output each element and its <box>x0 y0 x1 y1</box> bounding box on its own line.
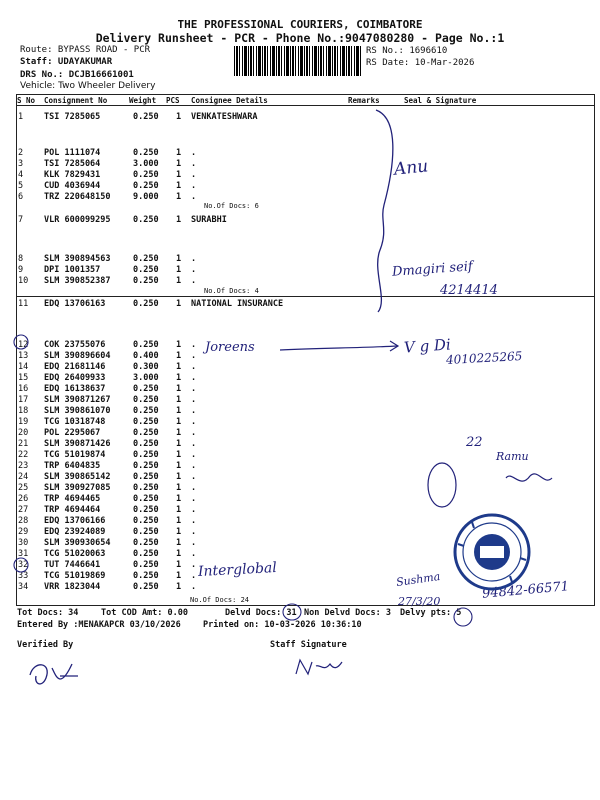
arrow-line <box>280 346 398 350</box>
cell-pcs: 1 <box>176 299 182 309</box>
staff: Staff: UDAYAKUMAR <box>20 57 113 67</box>
cell-pcs: 1 <box>176 340 182 350</box>
col-pcs: PCS <box>166 96 180 105</box>
cell-consignee: . <box>191 472 197 482</box>
verified-by-label: Verified By <box>17 640 74 650</box>
cell-sno: 11 <box>18 299 29 309</box>
cell-consignment: SLM 390871426 <box>44 439 111 449</box>
cell-consignee: . <box>191 439 197 449</box>
cell-sno: 15 <box>18 373 29 383</box>
cell-weight: 0.250 <box>133 181 159 191</box>
cell-consignee: . <box>191 417 197 427</box>
company-name: THE PROFESSIONAL COURIERS, COIMBATORE <box>177 18 423 31</box>
drs-number: DRS No.: DCJB16661001 <box>20 70 134 80</box>
cell-sno: 18 <box>18 406 29 416</box>
cell-weight: 9.000 <box>133 192 159 202</box>
cell-pcs: 1 <box>176 373 182 383</box>
cell-sno: 27 <box>18 505 29 515</box>
cell-consignee: . <box>191 582 197 592</box>
handwriting-number-1: 4214414 <box>440 283 498 298</box>
group-total-1: No.Of Docs: 6 <box>204 202 259 210</box>
cell-pcs: 1 <box>176 112 182 122</box>
non-delivered-docs: Non Delvd Docs: 3 <box>304 608 391 618</box>
cell-pcs: 1 <box>176 215 182 225</box>
cell-weight: 0.250 <box>133 254 159 264</box>
cell-consignee: . <box>191 148 197 158</box>
cell-consignment: SLM 390894563 <box>44 254 111 264</box>
cell-sno: 8 <box>18 254 24 264</box>
cell-consignment: EDQ 26409933 <box>44 373 106 383</box>
cell-weight: 0.250 <box>133 170 159 180</box>
cell-weight: 0.250 <box>133 505 159 515</box>
cell-consignee: . <box>191 362 197 372</box>
cell-consignee: . <box>191 192 197 202</box>
cell-consignment: TRP 4694464 <box>44 505 101 515</box>
cell-sno: 20 <box>18 428 29 438</box>
cell-weight: 0.250 <box>133 395 159 405</box>
cell-pcs: 1 <box>176 560 182 570</box>
cell-sno: 21 <box>18 439 29 449</box>
cell-pcs: 1 <box>176 265 182 275</box>
cell-pcs: 1 <box>176 254 182 264</box>
cell-consignment: TUT 7446641 <box>44 560 101 570</box>
group-total-3: No.Of Docs: 24 <box>190 596 250 604</box>
circle-row-32 <box>14 558 28 572</box>
cell-sno: 14 <box>18 362 29 372</box>
cell-consignee: . <box>191 571 197 581</box>
cell-consignment: TCG 51019869 <box>44 571 106 581</box>
cell-weight: 0.250 <box>133 299 159 309</box>
cell-weight: 0.250 <box>133 571 159 581</box>
cell-sno: 24 <box>18 472 29 482</box>
cell-sno: 33 <box>18 571 29 581</box>
entered-by: Entered By :MENAKAPCR 03/10/2026 <box>17 620 181 630</box>
cell-consignment: SLM 390896604 <box>44 351 111 361</box>
cell-sno: 6 <box>18 192 24 202</box>
cell-pcs: 1 <box>176 428 182 438</box>
cell-sno: 10 <box>18 276 29 286</box>
cell-sno: 32 <box>18 560 29 570</box>
circle-delvy <box>454 608 472 626</box>
cell-consignment: SLM 390930654 <box>44 538 111 548</box>
cell-pcs: 1 <box>176 417 182 427</box>
cell-consignment: EDQ 16138637 <box>44 384 106 394</box>
cell-pcs: 1 <box>176 406 182 416</box>
staff-signature <box>296 660 342 674</box>
cell-weight: 0.400 <box>133 351 159 361</box>
cell-pcs: 1 <box>176 148 182 158</box>
cell-pcs: 1 <box>176 549 182 559</box>
handwriting-dmagiri: Dmagiri seif <box>391 259 474 280</box>
cell-consignee: . <box>191 549 197 559</box>
handwriting-sushma: Sushma <box>395 569 442 590</box>
cell-pcs: 1 <box>176 395 182 405</box>
cell-pcs: 1 <box>176 384 182 394</box>
cell-sno: 12 <box>18 340 29 350</box>
total-docs: Tot Docs: 34 <box>17 608 79 618</box>
cell-consignee: . <box>191 254 197 264</box>
cell-weight: 3.000 <box>133 373 159 383</box>
cell-pcs: 1 <box>176 192 182 202</box>
cell-weight: 0.250 <box>133 560 159 570</box>
cell-consignee: . <box>191 527 197 537</box>
rs-date: RS Date: 10-Mar-2026 <box>366 58 475 68</box>
cell-consignment: TCG 51020063 <box>44 549 106 559</box>
cell-pcs: 1 <box>176 439 182 449</box>
cell-consignment: EDQ 21681146 <box>44 362 106 372</box>
cell-weight: 0.250 <box>133 439 159 449</box>
cell-pcs: 1 <box>176 159 182 169</box>
cell-consignee: . <box>191 159 197 169</box>
verified-signature <box>30 664 78 684</box>
cell-consignee: . <box>191 516 197 526</box>
delivery-points: Delvy pts: 5 <box>400 608 462 618</box>
cell-weight: 0.250 <box>133 494 159 504</box>
cell-sno: 4 <box>18 170 24 180</box>
cell-sno: 23 <box>18 461 29 471</box>
handwriting-number-2: 4010225265 <box>445 349 523 367</box>
vehicle: Vehicle: Two Wheeler Delivery <box>20 81 156 91</box>
cell-consignee: . <box>191 505 197 515</box>
cell-consignment: POL 1111074 <box>44 148 101 158</box>
col-seal-signature: Seal & Signature <box>404 96 477 105</box>
cell-consignment: VLR 600099295 <box>44 215 111 225</box>
cell-weight: 0.250 <box>133 516 159 526</box>
cell-weight: 0.250 <box>133 461 159 471</box>
cell-sno: 5 <box>18 181 24 191</box>
cell-weight: 0.250 <box>133 483 159 493</box>
cell-consignee: . <box>191 276 197 286</box>
cell-pcs: 1 <box>176 505 182 515</box>
col-consignment: Consignment No <box>44 96 108 105</box>
route: Route: BYPASS ROAD - PCR <box>20 45 151 55</box>
runsheet-title: Delivery Runsheet - PCR - Phone No.:9047080280 - Page No.:1 <box>95 31 505 45</box>
handwriting-joreens: Joreens <box>205 340 255 355</box>
cell-pcs: 1 <box>176 181 182 191</box>
cell-consignee: . <box>191 351 197 361</box>
cell-weight: 0.250 <box>133 417 159 427</box>
cell-sno: 1 <box>18 112 24 122</box>
cell-sno: 9 <box>18 265 24 275</box>
brace-mark <box>376 110 393 312</box>
cell-consignee: . <box>191 406 197 416</box>
cell-weight: 0.250 <box>133 450 159 460</box>
cell-sno: 25 <box>18 483 29 493</box>
group-total-2: No.Of Docs: 4 <box>204 287 259 295</box>
cell-weight: 0.250 <box>133 582 159 592</box>
cell-sno: 26 <box>18 494 29 504</box>
cell-consignee: . <box>191 340 197 350</box>
cell-consignee: . <box>191 461 197 471</box>
cell-weight: 0.250 <box>133 112 159 122</box>
cell-consignment: EDQ 13706166 <box>44 516 106 526</box>
cell-weight: 0.250 <box>133 148 159 158</box>
scribble-signature <box>506 474 552 481</box>
cell-pcs: 1 <box>176 351 182 361</box>
cell-consignee: . <box>191 483 197 493</box>
cell-sno: 13 <box>18 351 29 361</box>
cell-consignment: TRP 6404835 <box>44 461 101 471</box>
cell-weight: 0.250 <box>133 340 159 350</box>
cell-sno: 19 <box>18 417 29 427</box>
col-consignee: Consignee Details <box>191 96 268 105</box>
cell-consignee: . <box>191 494 197 504</box>
handwriting-ramu: Ramu <box>496 450 529 463</box>
cell-consignee: . <box>191 170 197 180</box>
cell-pcs: 1 <box>176 362 182 372</box>
handwriting-date: 27/3/20 <box>398 595 441 608</box>
cell-consignment: EDQ 23924089 <box>44 527 106 537</box>
cell-pcs: 1 <box>176 472 182 482</box>
cell-consignee: SURABHI <box>191 215 227 225</box>
circle-delvd <box>283 604 301 620</box>
cell-consignment: TRP 4694465 <box>44 494 101 504</box>
cell-pcs: 1 <box>176 170 182 180</box>
rs-number: RS No.: 1696610 <box>366 46 448 56</box>
cell-consignment: SLM 390852387 <box>44 276 111 286</box>
handwriting-22: 22 <box>466 435 483 450</box>
cell-sno: 16 <box>18 384 29 394</box>
cell-weight: 3.000 <box>133 159 159 169</box>
col-weight: Weight <box>129 96 157 105</box>
cell-pcs: 1 <box>176 450 182 460</box>
cell-sno: 22 <box>18 450 29 460</box>
cell-pcs: 1 <box>176 582 182 592</box>
cell-pcs: 1 <box>176 461 182 471</box>
cell-consignee: NATIONAL INSURANCE <box>191 299 284 309</box>
cell-pcs: 1 <box>176 494 182 504</box>
cell-pcs: 1 <box>176 527 182 537</box>
cell-consignee: . <box>191 450 197 460</box>
cell-consignee: . <box>191 373 197 383</box>
cell-consignment: SLM 390871267 <box>44 395 111 405</box>
cell-consignment: SLM 390927085 <box>44 483 111 493</box>
cell-weight: 0.250 <box>133 428 159 438</box>
cell-consignment: SLM 390861070 <box>44 406 111 416</box>
cell-consignment: DPI 1001357 <box>44 265 101 275</box>
cell-sno: 31 <box>18 549 29 559</box>
cell-consignee: . <box>191 395 197 405</box>
cell-consignment: POL 2295067 <box>44 428 101 438</box>
cell-weight: 0.250 <box>133 265 159 275</box>
cell-consignment: KLK 7829431 <box>44 170 101 180</box>
cell-weight: 0.250 <box>133 276 159 286</box>
cell-pcs: 1 <box>176 276 182 286</box>
cell-weight: 0.250 <box>133 538 159 548</box>
col-remarks: Remarks <box>348 96 380 105</box>
cell-consignment: TRZ 220648150 <box>44 192 111 202</box>
handwriting-interglobal: Interglobal <box>197 559 278 581</box>
cell-pcs: 1 <box>176 483 182 493</box>
cell-weight: 0.250 <box>133 472 159 482</box>
cell-consignee: . <box>191 181 197 191</box>
cell-weight: 0.250 <box>133 406 159 416</box>
cell-consignee: . <box>191 384 197 394</box>
cell-consignment: TCG 10318748 <box>44 417 106 427</box>
cell-consignee: . <box>191 538 197 548</box>
staff-signature-label: Staff Signature <box>270 640 347 650</box>
cell-consignment: SLM 390865142 <box>44 472 111 482</box>
cell-consignment: COK 23755076 <box>44 340 106 350</box>
cell-sno: 3 <box>18 159 24 169</box>
cell-sno: 2 <box>18 148 24 158</box>
cell-sno: 28 <box>18 516 29 526</box>
cell-weight: 0.300 <box>133 362 159 372</box>
total-cod-amount: Tot COD Amt: 0.00 <box>101 608 188 618</box>
cell-weight: 0.250 <box>133 215 159 225</box>
cell-consignment: CUD 4036944 <box>44 181 101 191</box>
col-sno: S No <box>17 96 36 105</box>
cell-consignment: EDQ 13706163 <box>44 299 106 309</box>
cell-consignment: VRR 1823044 <box>44 582 101 592</box>
cell-pcs: 1 <box>176 516 182 526</box>
handwriting-number-3: 94842-66571 <box>481 579 570 602</box>
delivered-docs: Delvd Docs: 31 <box>225 608 297 618</box>
cell-weight: 0.250 <box>133 384 159 394</box>
cell-sno: 34 <box>18 582 29 592</box>
company-seal <box>455 515 529 589</box>
cell-consignment: TSI 7285064 <box>44 159 101 169</box>
printed-on: Printed on: 10-03-2026 10:36:10 <box>203 620 362 630</box>
ellipse-scribble <box>428 463 456 507</box>
cell-consignee: VENKATESHWARA <box>191 112 258 122</box>
circle-row-12 <box>14 335 28 349</box>
cell-weight: 0.250 <box>133 549 159 559</box>
cell-weight: 0.250 <box>133 527 159 537</box>
cell-consignee: . <box>191 265 197 275</box>
cell-sno: 29 <box>18 527 29 537</box>
cell-consignee: . <box>191 560 197 570</box>
cell-pcs: 1 <box>176 571 182 581</box>
handwriting-vg: V g Di <box>403 335 452 357</box>
cell-sno: 17 <box>18 395 29 405</box>
handwriting-anu: Anu <box>393 156 430 180</box>
cell-sno: 30 <box>18 538 29 548</box>
cell-consignment: TSI 7285065 <box>44 112 101 122</box>
cell-sno: 7 <box>18 215 24 225</box>
cell-consignee: . <box>191 428 197 438</box>
cell-pcs: 1 <box>176 538 182 548</box>
cell-consignment: TCG 51019874 <box>44 450 106 460</box>
